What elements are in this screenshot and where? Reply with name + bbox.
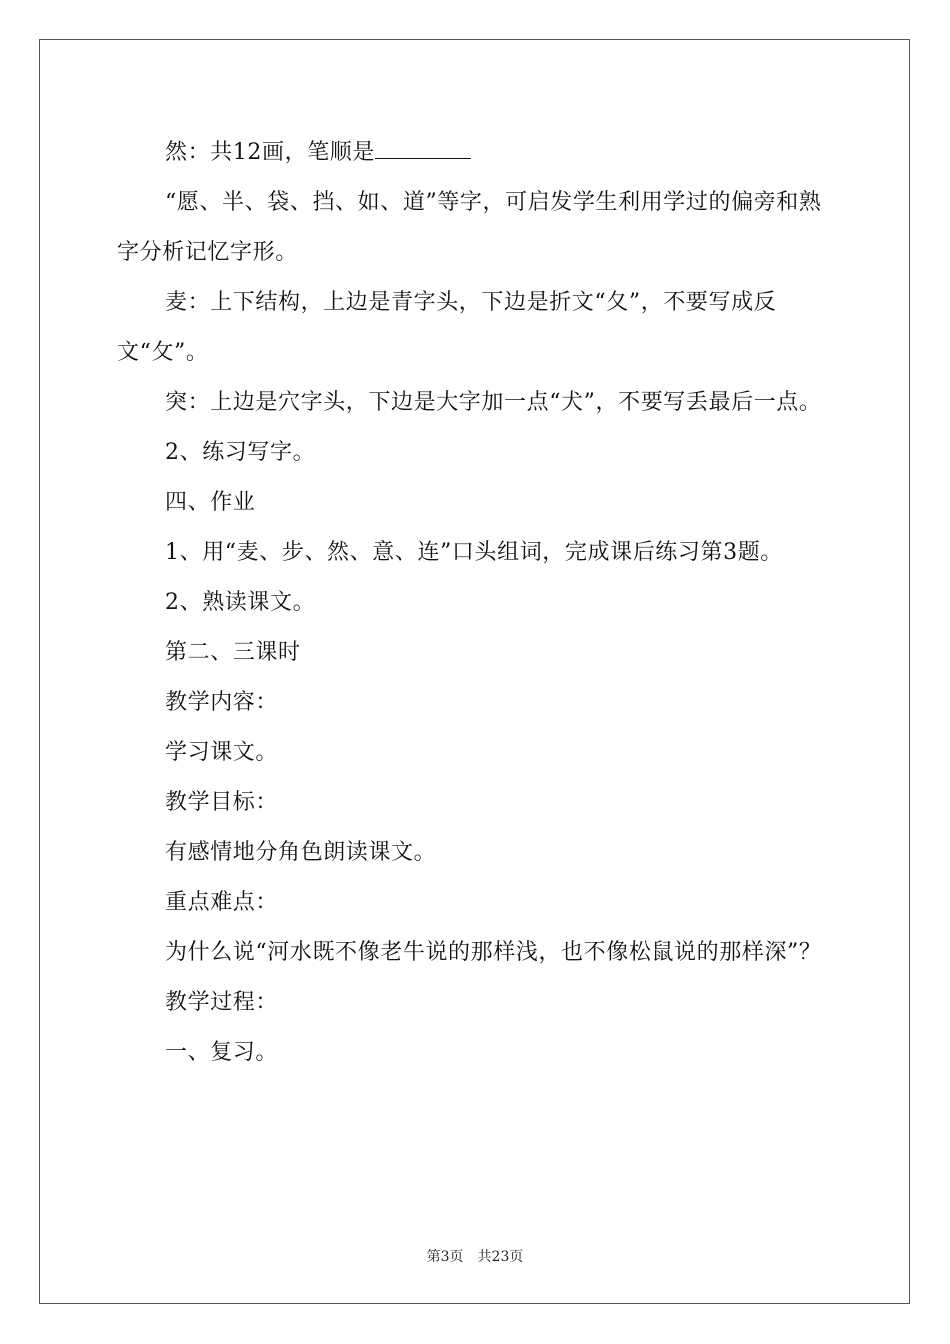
page-footer bbox=[0, 1246, 950, 1266]
label-teaching-content: 教学内容： bbox=[165, 690, 279, 715]
page-number: 第3页 bbox=[426, 1249, 464, 1265]
heading-homework: 四、作业 bbox=[165, 490, 256, 515]
heading-lesson-2-3: 第二、三课时 bbox=[165, 640, 301, 665]
paragraph-stroke-order: 然：共12画，笔顺是 bbox=[117, 128, 833, 178]
paragraph-mai-structure: 麦：上下结构，上边是青字头，下边是折文“夂”，不要写成反文“攵”。 bbox=[117, 290, 777, 365]
label-teaching-process: 教学过程： bbox=[165, 990, 279, 1015]
teaching-content-text: 学习课文。 bbox=[165, 740, 279, 765]
paragraph-practice-writing: 2、练习写字。 bbox=[165, 440, 316, 465]
fill-in-blank bbox=[375, 140, 471, 159]
paragraph-radical-analysis: “愿、半、袋、挡、如、道”等字，可启发学生利用学过的偏旁和熟字分析记忆字形。 bbox=[117, 190, 822, 265]
paragraph-tu-structure: 突：上边是穴字头，下边是大字加一点“犬”，不要写丢最后一点。 bbox=[165, 390, 822, 415]
teaching-goals-text: 有感情地分角色朗读课文。 bbox=[165, 840, 437, 865]
key-difficulties-text: 为什么说“河水既不像老牛说的那样浅，也不像松鼠说的那样深”？ bbox=[165, 940, 822, 965]
label-key-difficulties: 重点难点： bbox=[165, 890, 279, 915]
process-step-review: 一、复习。 bbox=[165, 1040, 279, 1065]
homework-item-1: 1、用“麦、步、然、意、连”口头组词，完成课后练习第3题。 bbox=[165, 540, 783, 565]
homework-item-2: 2、熟读课文。 bbox=[165, 590, 316, 615]
total-pages: 共23页 bbox=[477, 1249, 524, 1265]
label-teaching-goals: 教学目标： bbox=[165, 790, 279, 815]
document-body bbox=[117, 128, 833, 1078]
